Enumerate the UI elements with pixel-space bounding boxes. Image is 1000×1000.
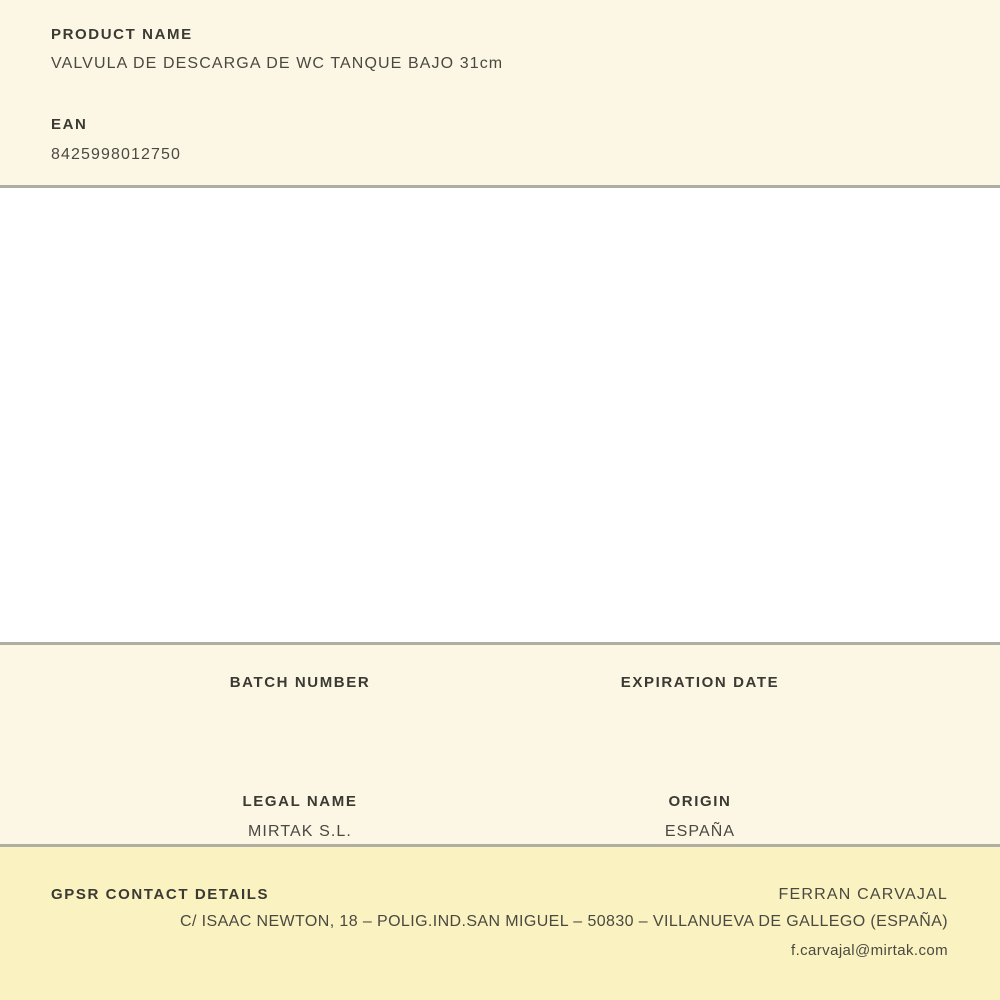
gpsr-address: C/ ISAAC NEWTON, 18 – POLIG.IND.SAN MIGUEL – 50830 – VILLANUEVA DE GALLEGO (ESPAÑA) xyxy=(180,913,948,930)
product-name-label: PRODUCT NAME xyxy=(51,26,193,43)
ean-label: EAN xyxy=(51,116,88,133)
product-name-value: VALVULA DE DESCARGA DE WC TANQUE BAJO 31cm xyxy=(51,55,504,72)
expiration-date-label: EXPIRATION DATE xyxy=(620,674,780,691)
legal-name-label: LEGAL NAME xyxy=(242,793,358,810)
batch-number-label: BATCH NUMBER xyxy=(229,674,371,691)
batch-number-value xyxy=(100,703,500,723)
expiration-date-value xyxy=(500,703,900,723)
batch-number-cell xyxy=(100,673,500,723)
gpsr-header-row xyxy=(51,885,948,905)
origin-value: ESPAÑA xyxy=(664,823,736,840)
gpsr-contact-name: FERRAN CARVAJAL xyxy=(778,886,948,903)
legal-name-cell xyxy=(100,792,500,842)
gpsr-email: f.carvajal@mirtak.com xyxy=(791,942,948,959)
gpsr-section xyxy=(0,847,1000,1000)
details-section xyxy=(0,645,1000,844)
details-row-batch-expiration xyxy=(100,673,900,723)
ean-value: 8425998012750 xyxy=(51,146,181,163)
legal-name-value: MIRTAK S.L. xyxy=(248,823,352,840)
gpsr-contact-details-label: GPSR CONTACT DETAILS xyxy=(51,886,270,903)
details-row-gap xyxy=(0,723,1000,792)
origin-label: ORIGIN xyxy=(668,793,732,810)
expiration-date-cell xyxy=(500,673,900,723)
product-section xyxy=(0,0,1000,185)
details-row-legal-origin xyxy=(100,792,900,842)
origin-cell xyxy=(500,792,900,842)
product-image-area xyxy=(0,188,1000,642)
